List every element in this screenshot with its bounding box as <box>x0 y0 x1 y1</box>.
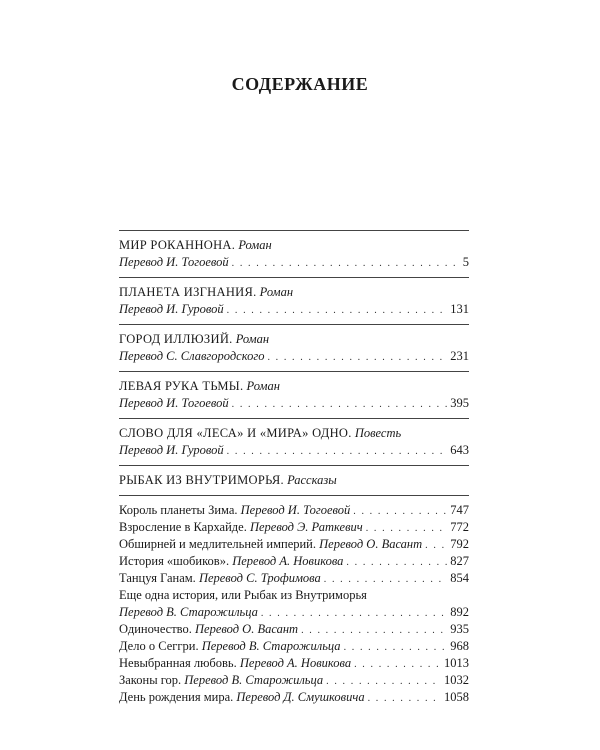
leader-dots <box>425 537 447 554</box>
leader-dots <box>368 690 441 707</box>
story-title: Невыбранная любовь. <box>119 656 237 670</box>
leader-dots <box>232 255 460 272</box>
story-title: История «шобиков». <box>119 554 230 568</box>
toc-entry-title <box>119 237 469 254</box>
story-entry[interactable] <box>119 655 469 672</box>
work-title: ГОРОД ИЛЛЮЗИЙ. <box>119 332 233 346</box>
story-title: Еще одна история, или Рыбак из Внутриморья <box>119 588 367 602</box>
translator: Перевод В. Старожильца <box>184 673 324 687</box>
divider <box>119 418 469 419</box>
toc-entry-title <box>119 331 469 348</box>
page-number: 854 <box>450 571 469 585</box>
story-title: Танцуя Ганам. <box>119 571 196 585</box>
translator: Перевод И. Гуровой <box>119 443 224 457</box>
page-number: 231 <box>450 349 469 363</box>
translator: Перевод В. Старожильца <box>119 605 258 619</box>
page-number: 131 <box>450 302 469 316</box>
toc-entry[interactable] <box>119 348 469 365</box>
work-title: ПЛАНЕТА ИЗГНАНИЯ. <box>119 285 257 299</box>
page-number: 892 <box>450 605 469 619</box>
leader-dots <box>326 673 441 690</box>
page-number: 827 <box>450 554 469 568</box>
translator: Перевод А. Новикова <box>232 554 344 568</box>
page-number: 968 <box>450 639 469 653</box>
collection-genre: Рассказы <box>287 473 337 487</box>
toc-entry-title <box>119 425 469 442</box>
leader-dots <box>353 503 447 520</box>
leader-dots <box>232 396 448 413</box>
translator: Перевод И. Тогоевой <box>240 503 351 517</box>
story-title: Одиночество. <box>119 622 192 636</box>
leader-dots <box>366 520 448 537</box>
work-title: ЛЕВАЯ РУКА ТЬМЫ. <box>119 379 244 393</box>
translator: Перевод Э. Раткевич <box>249 520 363 534</box>
leader-dots <box>324 571 447 588</box>
leader-dots <box>344 639 448 656</box>
leader-dots <box>261 605 447 622</box>
story-entry[interactable] <box>119 570 469 587</box>
story-entry[interactable] <box>119 672 469 689</box>
translator: Перевод Д. Смушковича <box>236 690 365 704</box>
story-entry[interactable] <box>119 553 469 570</box>
page-number: 747 <box>450 503 469 517</box>
toc-entry[interactable] <box>119 301 469 318</box>
story-title: Взросление в Кархайде. <box>119 520 247 534</box>
collection-heading <box>119 472 469 489</box>
translator: Перевод И. Тогоевой <box>119 255 229 269</box>
story-title: Законы гор. <box>119 673 182 687</box>
work-genre: Роман <box>235 332 270 346</box>
translator: Перевод А. Новикова <box>239 656 352 670</box>
page-number: 1058 <box>444 690 469 704</box>
page-number: 5 <box>462 255 469 269</box>
story-title: Король планеты Зима. <box>119 503 238 517</box>
leader-dots <box>267 349 447 366</box>
story-entry[interactable] <box>119 536 469 553</box>
story-entry[interactable] <box>119 689 469 706</box>
story-entry[interactable] <box>119 502 469 519</box>
work-genre: Роман <box>238 238 272 252</box>
work-genre: Роман <box>259 285 294 299</box>
page-number: 792 <box>450 537 469 551</box>
translator: Перевод И. Гуровой <box>119 302 224 316</box>
translator: Перевод С. Славгородского <box>119 349 265 363</box>
story-entry[interactable] <box>119 621 469 638</box>
page-number: 1032 <box>444 673 469 687</box>
leader-dots <box>227 443 448 460</box>
story-title: Дело о Сеггри. <box>119 639 199 653</box>
leader-dots <box>301 622 447 639</box>
divider <box>119 465 469 466</box>
work-genre: Повесть <box>354 426 402 440</box>
toc-entry-title <box>119 378 469 395</box>
work-title: МИР РОКАННОНА. <box>119 238 236 252</box>
page-number: 395 <box>450 396 469 410</box>
toc-entry-title <box>119 284 469 301</box>
divider <box>119 230 469 231</box>
collection-title: РЫБАК ИЗ ВНУТРИМОРЬЯ. <box>119 473 284 487</box>
story-title: День рождения мира. <box>119 690 234 704</box>
toc-entry[interactable] <box>119 395 469 412</box>
translator: Перевод И. Тогоевой <box>119 396 229 410</box>
translator: Перевод С. Трофимова <box>198 571 321 585</box>
story-title: Обширней и медлительней империй. <box>119 537 316 551</box>
page-number: 935 <box>450 622 469 636</box>
toc-entry[interactable] <box>119 442 469 459</box>
work-genre: Роман <box>246 379 280 393</box>
translator: Перевод В. Старожильца <box>201 639 341 653</box>
story-entry[interactable] <box>119 604 469 621</box>
page-number: 643 <box>450 443 469 457</box>
story-entry[interactable] <box>119 638 469 655</box>
page-number: 1013 <box>444 656 469 670</box>
work-title: СЛОВО ДЛЯ «ЛЕСА» И «МИРА» ОДНО. <box>119 426 352 440</box>
divider <box>119 371 469 372</box>
divider <box>119 277 469 278</box>
leader-dots <box>354 656 441 673</box>
page-number: 772 <box>450 520 469 534</box>
story-entry-title <box>119 587 469 604</box>
leader-dots <box>346 554 447 571</box>
page-title: СОДЕРЖАНИЕ <box>231 74 369 94</box>
divider <box>119 324 469 325</box>
story-entry[interactable] <box>119 519 469 536</box>
table-of-contents <box>119 224 469 706</box>
translator: Перевод О. Васант <box>195 622 299 636</box>
divider <box>119 495 469 496</box>
leader-dots <box>227 302 448 319</box>
translator: Перевод О. Васант <box>319 537 423 551</box>
toc-entry[interactable] <box>119 254 469 271</box>
